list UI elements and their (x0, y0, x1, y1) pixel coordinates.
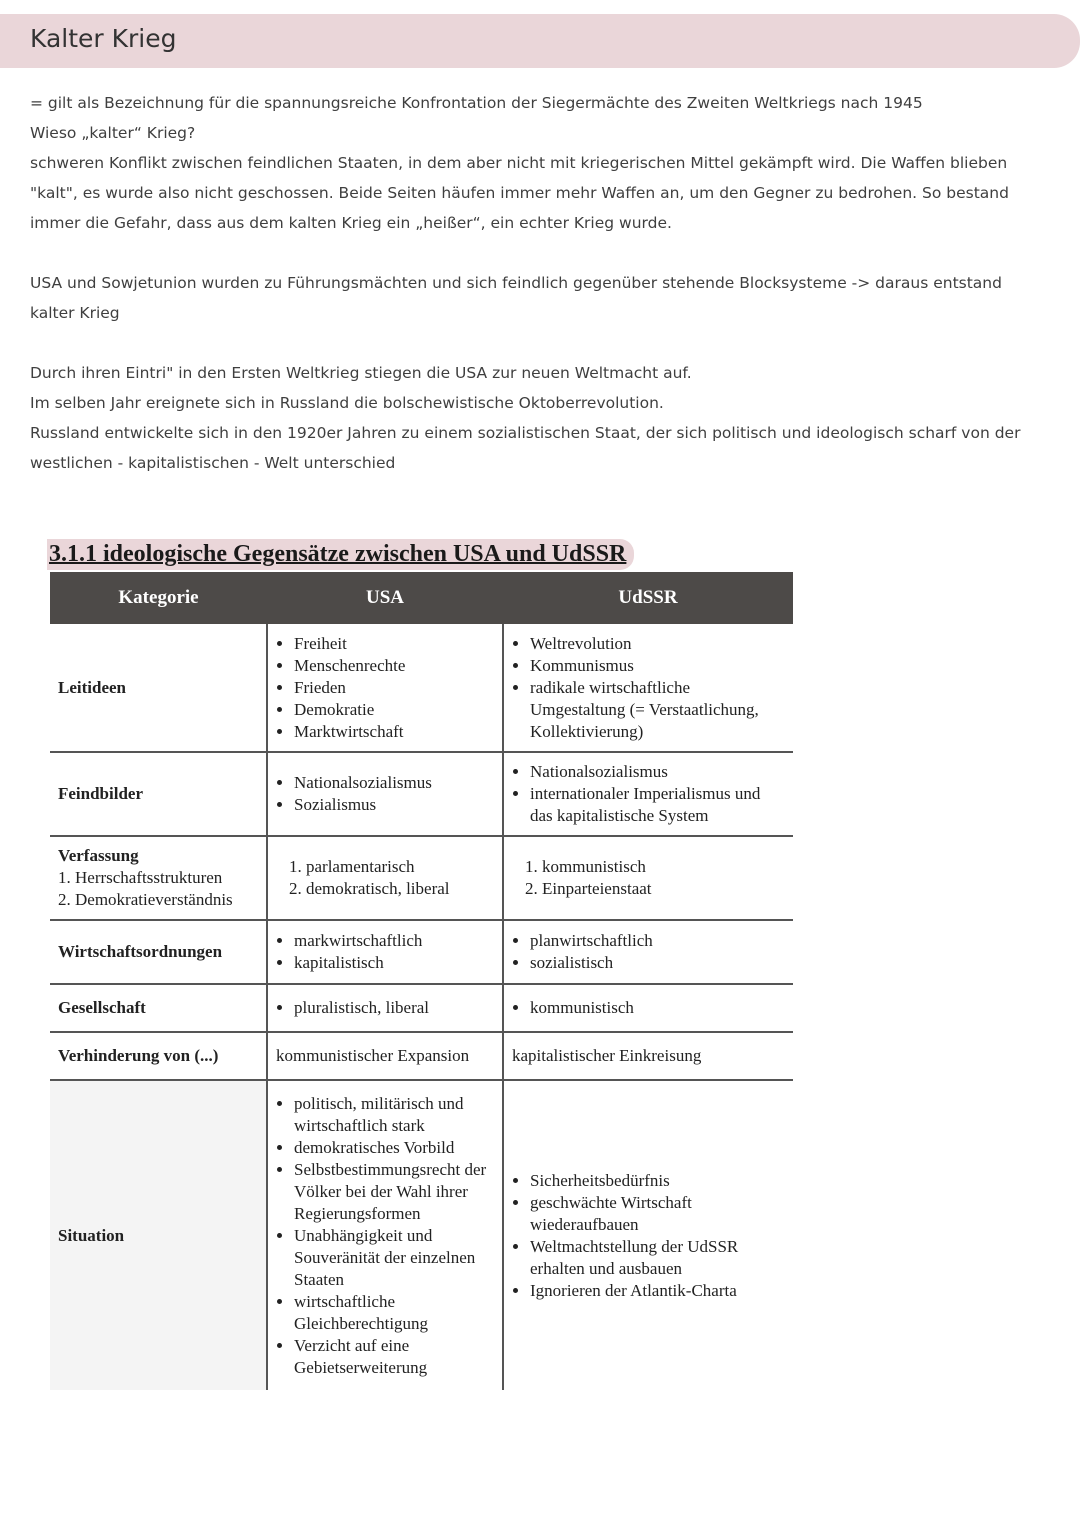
comparison-table (50, 572, 793, 1390)
list-udssr-verfassung (512, 856, 785, 900)
list-item: 1. kommunistisch (542, 856, 785, 878)
usa-verhinderung: kommunistischer Expansion (267, 1032, 503, 1080)
list-item: • Frieden (294, 677, 494, 699)
header-kategorie: Kategorie (50, 572, 267, 624)
list-item: • sozialistisch (530, 952, 785, 974)
list-usa-wirtschaft (276, 930, 494, 974)
page-title: Kalter Krieg (30, 24, 177, 53)
list-item: • Sozialismus (294, 794, 494, 816)
list-udssr-situation (512, 1170, 785, 1302)
note-line-question: Wieso „kalter“ Krieg? (30, 124, 196, 142)
list-item: • Ignorieren der Atlantik-Charta (530, 1280, 785, 1302)
table-row-verhinderung (50, 1032, 793, 1080)
list-item: • Weltmachtstellung der UdSSR erhalten und ausbauen (530, 1236, 785, 1280)
list-item: • radikale wirtschaftliche Umgestaltung (= Verstaatlichung, Kollektivierung) (530, 677, 785, 743)
list-item: • Freiheit (294, 633, 494, 655)
list-item: • Kommunismus (530, 655, 785, 677)
note-line-russia: Russland entwickelte sich in den 1920er Jahren zu einem sozialistischen Staat, der sich politisch und ideologisch scharf von der westlichen - kapitalistischen - Welt unterschied (30, 424, 1021, 472)
list-usa-leitideen (276, 633, 494, 743)
list-item: • Selbstbestimmungsrecht der Völker bei der Wahl ihrer Regierungsformen (294, 1159, 494, 1225)
table-row-leitideen (50, 624, 793, 752)
table-row-feindbilder (50, 752, 793, 836)
cat-feindbilder: Feindbilder (50, 752, 267, 836)
note-line-usa: Durch ihren Eintri" in den Ersten Weltkrieg stiegen die USA zur neuen Weltmacht auf. (30, 364, 692, 382)
table-row-situation (50, 1080, 793, 1390)
list-item: • pluralistisch, liberal (294, 997, 494, 1019)
cat-wirtschaft: Wirtschaftsordnungen (50, 920, 267, 984)
list-udssr-feindbilder (512, 761, 785, 827)
list-udssr-leitideen (512, 633, 785, 743)
list-item: • Menschenrechte (294, 655, 494, 677)
list-item: • markwirtschaftlich (294, 930, 494, 952)
list-item: • planwirtschaftlich (530, 930, 785, 952)
list-item: • Demokratie (294, 699, 494, 721)
list-item: • Marktwirtschaft (294, 721, 494, 743)
list-item: 1. parlamentarisch (306, 856, 494, 878)
cat-leitideen: Leitideen (50, 624, 267, 752)
list-usa-feindbilder (276, 772, 494, 816)
list-udssr-gesellschaft (512, 997, 785, 1019)
cat-gesellschaft: Gesellschaft (50, 984, 267, 1032)
cat-verfassung: Verfassung (58, 846, 139, 865)
table-header-row (50, 572, 793, 624)
list-item: • Unabhängigkeit und Souveränität der einzelnen Staaten (294, 1225, 494, 1291)
list-usa-situation (276, 1093, 494, 1379)
note-line-blocks: USA und Sowjetunion wurden zu Führungsmächten und sich feindlich gegenüber stehende Blocksysteme -> daraus entstand kalter Krieg (30, 274, 1002, 322)
cat-verfassung-sub-2: 2. Demokratieverständnis (58, 890, 233, 909)
cat-verfassung-sub-1: 1. Herrschaftsstrukturen (58, 868, 223, 887)
udssr-verhinderung: kapitalistischer Einkreisung (503, 1032, 793, 1080)
list-item: • geschwächte Wirtschaft wiederaufbauen (530, 1192, 785, 1236)
list-udssr-wirtschaft (512, 930, 785, 974)
table-row-gesellschaft (50, 984, 793, 1032)
list-usa-verfassung (276, 856, 494, 900)
list-item: • Nationalsozialismus (530, 761, 785, 783)
notes (30, 88, 1050, 478)
note-line-revolution: Im selben Jahr ereignete sich in Russland die bolschewistische Oktoberrevolution. (30, 394, 664, 412)
list-item: • kapitalistisch (294, 952, 494, 974)
list-item: • Nationalsozialismus (294, 772, 494, 794)
note-paragraph-explanation: schweren Konflikt zwischen feindlichen Staaten, in dem aber nicht mit kriegerischen Mittel gekämpft wird. Die Waffen blieben "kalt", es wurde also nicht geschossen. Beide Seiten häufen immer mehr Waffen an, um den Gegner zu bedrohen. So bestand immer die Gefahr, dass aus dem kalten Krieg ein „heißer“, ein echter Krieg wurde. (30, 154, 1009, 232)
table-row-verfassung (50, 836, 793, 920)
list-item: 2. demokratisch, liberal (306, 878, 494, 900)
list-item: • kommunistisch (530, 997, 785, 1019)
list-item: • Weltrevolution (530, 633, 785, 655)
list-usa-gesellschaft (276, 997, 494, 1019)
list-item: • Sicherheitsbedürfnis (530, 1170, 785, 1192)
header-usa: USA (267, 572, 503, 624)
note-line-definition: = gilt als Bezeichnung für die spannungsreiche Konfrontation der Siegermächte des Zweiten Weltkriegs nach 1945 (30, 94, 923, 112)
list-item: • politisch, militärisch und wirtschaftlich stark (294, 1093, 494, 1137)
list-item: • Verzicht auf eine Gebietserweiterung (294, 1335, 494, 1379)
header-udssr: UdSSR (503, 572, 793, 624)
section-title: 3.1.1 ideologische Gegensätze zwischen USA und UdSSR (47, 539, 634, 570)
list-item: • wirtschaftliche Gleichberechtigung (294, 1291, 494, 1335)
list-item: 2. Einparteienstaat (542, 878, 785, 900)
list-item: • demokratisches Vorbild (294, 1137, 494, 1159)
list-item: • internationaler Imperialismus und das kapitalistische System (530, 783, 785, 827)
table-row-wirtschaft (50, 920, 793, 984)
cat-situation: Situation (50, 1080, 267, 1390)
cat-verhinderung: Verhinderung von (...) (50, 1032, 267, 1080)
title-bar (0, 14, 1080, 68)
